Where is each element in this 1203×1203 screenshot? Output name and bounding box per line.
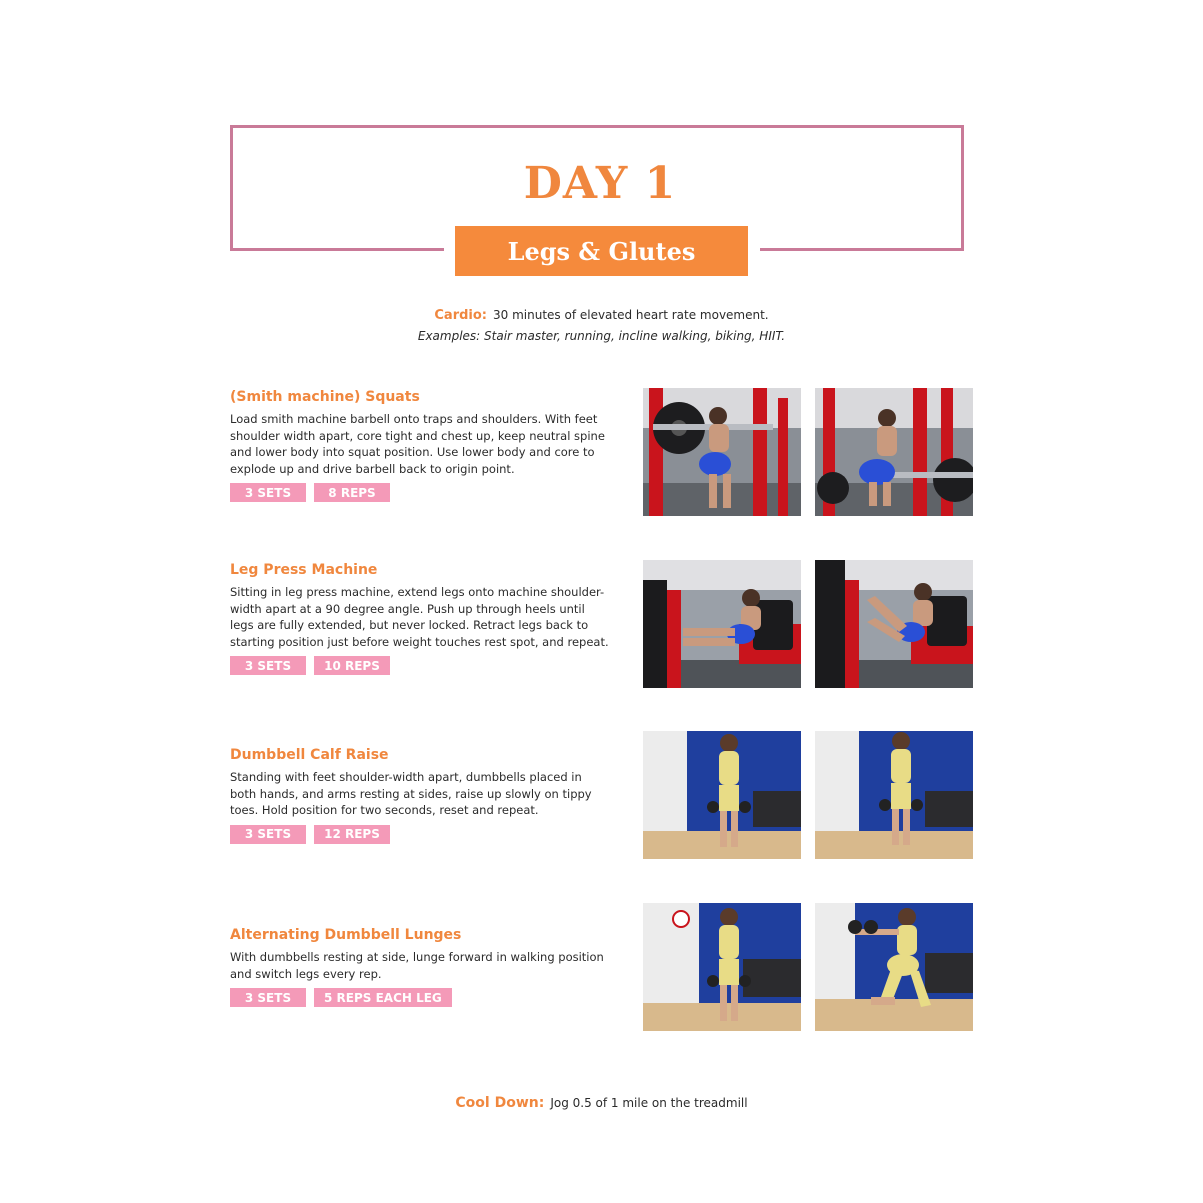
header-frame-bottom-right — [760, 248, 964, 251]
reps-badge: 5 REPS EACH LEG — [314, 988, 452, 1007]
reps-badge: 10 REPS — [314, 656, 390, 675]
exercise-badges — [230, 988, 610, 1007]
exercise-calf-raise — [230, 747, 610, 844]
page-title: DAY 1 — [523, 158, 677, 209]
squat-photo-end — [815, 388, 973, 516]
sets-badge: 3 SETS — [230, 988, 306, 1007]
calf-raise-photo-end — [815, 731, 973, 859]
leg-press-photo-end — [815, 560, 973, 688]
exercise-title: Dumbbell Calf Raise — [230, 747, 389, 763]
exercise-dumbbell-lunges — [230, 927, 610, 1007]
sets-badge: 3 SETS — [230, 656, 306, 675]
cardio-line — [0, 308, 1203, 323]
exercise-badges — [230, 656, 610, 675]
leg-press-photo-start — [643, 560, 801, 688]
reps-badge: 12 REPS — [314, 825, 390, 844]
exercise-description: With dumbbells resting at side, lunge forward in walking position and switch legs every rep. — [230, 950, 604, 981]
squat-photo-start — [643, 388, 801, 516]
exercise-badges — [230, 483, 610, 502]
header-frame-bottom-left — [230, 248, 444, 251]
exercise-badges — [230, 825, 610, 844]
workout-subtitle: Legs & Glutes — [455, 226, 748, 276]
sets-badge: 3 SETS — [230, 483, 306, 502]
lunge-photo-start — [643, 903, 801, 1031]
exercise-description: Standing with feet shoulder-width apart, dumbbells placed in both hands, and arms resting at sides, raise up slowly on tippy toes. Hold position for two seconds, reset and repeat. — [230, 770, 592, 818]
cooldown-line — [0, 1095, 1203, 1111]
cardio-label: Cardio: — [434, 308, 487, 323]
exercise-description: Sitting in leg press machine, extend legs onto machine shoulder-width apart at a 90 degree angle. Push up through heels until legs are fully extended, but never locked. Retract legs back to starting position just before weight touches rest spot, and repeat. — [230, 585, 609, 649]
cardio-text: 30 minutes of elevated heart rate movement. — [493, 308, 769, 322]
exercise-smith-squats — [230, 389, 610, 502]
cardio-examples: Examples: Stair master, running, incline walking, biking, HIIT. — [417, 329, 786, 343]
lunge-photo-end — [815, 903, 973, 1031]
exercise-title: Leg Press Machine — [230, 562, 378, 578]
calf-raise-photo-start — [643, 731, 801, 859]
exercise-leg-press — [230, 562, 610, 675]
exercise-description: Load smith machine barbell onto traps and shoulders. With feet shoulder width apart, core tight and chest up, keep neutral spine and lower body into squat position. Use lower body and core to explode up and drive barbell back to origin point. — [230, 412, 605, 476]
sets-badge: 3 SETS — [230, 825, 306, 844]
exercise-title: (Smith machine) Squats — [230, 389, 420, 405]
exercise-title: Alternating Dumbbell Lunges — [230, 927, 462, 943]
cooldown-text: Jog 0.5 of 1 mile on the treadmill — [550, 1096, 748, 1110]
cooldown-label: Cool Down: — [455, 1095, 545, 1111]
reps-badge: 8 REPS — [314, 483, 390, 502]
